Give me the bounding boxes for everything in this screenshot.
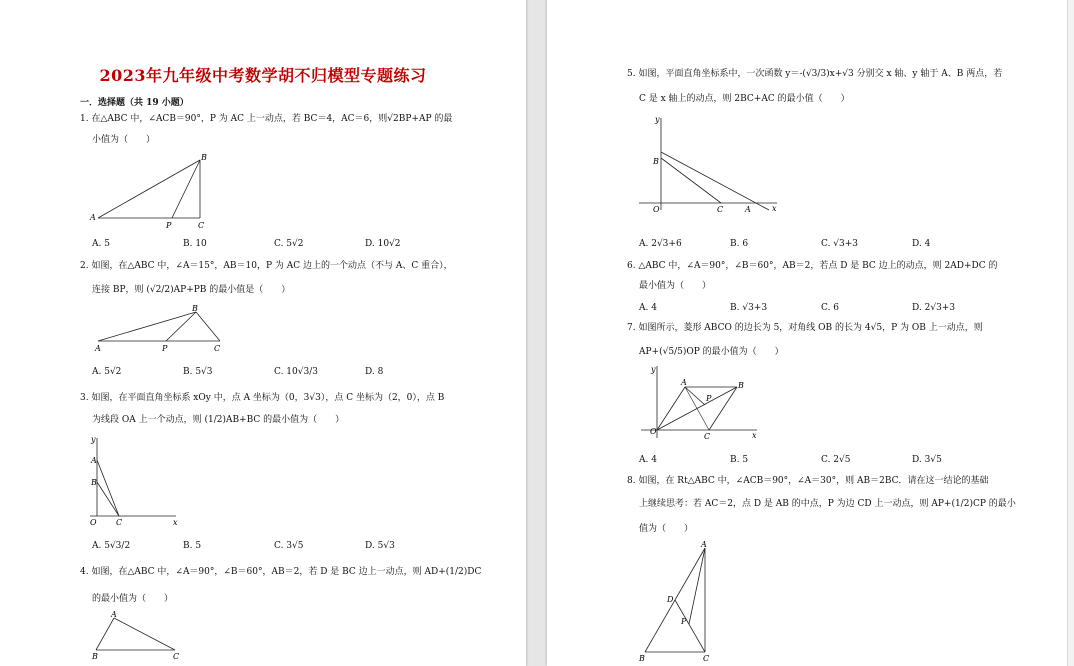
q4-label-a: A xyxy=(111,610,117,619)
q2-label-a: A xyxy=(95,344,101,353)
q3-label-b: B xyxy=(91,478,97,487)
q8-label-d: D xyxy=(667,595,674,604)
q5-text-line2: C 是 x 轴上的动点，则 2BC+AC 的最小值（ ） xyxy=(639,94,850,104)
q1-label-b: B xyxy=(201,153,207,162)
q7-seg-oa xyxy=(657,387,685,430)
section-heading: 一．选择题（共 19 小题） xyxy=(80,98,189,108)
q2-label-b: B xyxy=(192,304,198,313)
page-left xyxy=(0,0,526,666)
q1-label-c: C xyxy=(198,221,205,230)
q1-seg-ab xyxy=(98,160,200,218)
q3-text-line2: 为线段 OA 上一个动点，则 (1/2)AB+BC 的最小值为（ ） xyxy=(92,415,345,425)
q5-label-x: x xyxy=(772,204,777,213)
q3-choice-d: D. 5√3 xyxy=(365,541,395,551)
q5-label-o: O xyxy=(653,205,660,214)
q7-choice-a: A. 4 xyxy=(639,455,657,465)
q7-choice-d: D. 3√5 xyxy=(912,455,942,465)
q1-seg-bp xyxy=(172,160,200,218)
q4-seg-ab xyxy=(96,618,114,650)
q5-label-c: C xyxy=(717,205,724,214)
q7-seg-ap xyxy=(685,387,705,405)
q1-label-p: P xyxy=(166,221,172,230)
q3-seg-ac xyxy=(97,460,119,516)
q8-label-c: C xyxy=(703,654,710,663)
q6-choice-a: A. 4 xyxy=(639,303,657,313)
q3-figure xyxy=(88,432,188,532)
q5-text-line1: 5. 如图，平面直角坐标系中，一次函数 y＝-(√3/3)x+√3 分别交 x 轴、y 轴于 A、B 两点，若 xyxy=(627,69,1003,79)
q1-label-a: A xyxy=(90,213,96,222)
q4-figure xyxy=(90,610,190,666)
q1-choice-c: C. 5√2 xyxy=(274,239,304,249)
q1-choice-b: B. 10 xyxy=(183,239,207,249)
q1-choice-d: D. 10√2 xyxy=(365,239,401,249)
q3-label-x: x xyxy=(173,518,178,527)
q2-figure xyxy=(92,305,232,355)
q5-choice-a: A. 2√3+6 xyxy=(639,239,682,249)
q2-choice-c: C. 10√3/3 xyxy=(274,367,318,377)
q5-figure xyxy=(637,112,787,222)
q8-label-b: B xyxy=(639,654,645,663)
q2-label-c: C xyxy=(214,344,221,353)
q2-label-p: P xyxy=(162,344,168,353)
q5-choice-d: D. 4 xyxy=(912,239,931,249)
q1-choice-a: A. 5 xyxy=(92,239,110,249)
q5-label-b: B xyxy=(653,157,659,166)
q3-label-o: O xyxy=(90,518,97,527)
q7-label-y: y xyxy=(651,365,656,374)
q3-label-c: C xyxy=(116,518,123,527)
q7-label-c: C xyxy=(704,432,711,441)
q3-label-a: A xyxy=(91,456,97,465)
page-gutter xyxy=(526,0,527,666)
q8-text-line1: 8. 如图，在 Rt△ABC 中，∠ACB＝90°，∠A＝30°，则 AB＝2BC．请在这一结论的基础 xyxy=(627,476,989,486)
q5-label-a: A xyxy=(745,205,751,214)
q4-label-b: B xyxy=(92,652,98,661)
q2-text-line2: 连接 BP，则 (√2/2)AP+PB 的最小值是（ ） xyxy=(92,285,291,295)
q3-choice-a: A. 5√3/2 xyxy=(92,541,131,551)
q8-label-p: P xyxy=(681,617,687,626)
q7-text-line2: AP+(√5/5)OP 的最小值为（ ） xyxy=(639,347,784,357)
q6-choice-d: D. 2√3+3 xyxy=(912,303,956,313)
q1-text-line1: 1. 在△ABC 中，∠ACB＝90°，P 为 AC 上一动点，若 BC＝4，AC＝6，则√2BP+AP 的最 xyxy=(80,114,453,124)
q7-label-b: B xyxy=(738,381,744,390)
q5-choice-c: C. √3+3 xyxy=(821,239,859,249)
q1-text-line2: 小值为（ ） xyxy=(92,135,156,145)
page-right xyxy=(547,0,1067,666)
q3-choice-b: B. 5 xyxy=(183,541,202,551)
q7-text-line1: 7. 如图所示，菱形 ABCO 的边长为 5，对角线 OB 的长为 4√5，P 为 OB 上一动点，则 xyxy=(627,323,983,333)
q7-choice-c: C. 2√5 xyxy=(821,455,851,465)
q7-choice-b: B. 5 xyxy=(730,455,749,465)
q4-seg-ac xyxy=(114,618,175,650)
q7-figure xyxy=(637,362,767,442)
q2-seg-bc xyxy=(196,312,220,341)
q5-line-ab xyxy=(661,152,769,210)
q6-text-line2: 最小值为（ ） xyxy=(639,281,712,291)
document-title: 2023年九年级中考数学胡不归模型专题练习 xyxy=(99,66,427,85)
q5-choice-b: B. 6 xyxy=(730,239,749,249)
q4-text-line2: 的最小值为（ ） xyxy=(92,594,174,604)
q4-text-line1: 4. 如图，在△ABC 中，∠A＝90°，∠B＝60°，AB＝2，若 D 是 BC 边上一动点，则 AD+(1/2)DC xyxy=(80,567,482,577)
q8-label-a: A xyxy=(701,540,707,549)
q7-label-x: x xyxy=(752,431,757,440)
q2-choice-a: A. 5√2 xyxy=(92,367,122,377)
q6-text-line1: 6. △ABC 中，∠A＝90°，∠B＝60°，AB＝2，若点 D 是 BC 边上的动点，则 2AD+DC 的 xyxy=(627,261,998,271)
q3-label-y: y xyxy=(91,435,96,444)
q1-figure xyxy=(88,152,218,232)
q8-text-line3: 值为（ ） xyxy=(639,524,694,534)
q7-seg-bc xyxy=(709,387,737,430)
q7-label-o: O xyxy=(650,427,657,436)
q2-choice-b: B. 5√3 xyxy=(183,367,213,377)
q5-seg-bc xyxy=(661,158,721,203)
q4-label-c: C xyxy=(173,652,180,661)
q8-seg-ap xyxy=(689,548,705,624)
q6-choice-c: C. 6 xyxy=(821,303,840,313)
vertical-scrollbar[interactable] xyxy=(1067,0,1074,666)
q8-text-line2: 上继续思考：若 AC＝2，点 D 是 AB 的中点，P 为边 CD 上一动点，则 AP+(1/2)CP 的最小 xyxy=(639,499,1016,509)
q2-text-line1: 2. 如图，在△ABC 中，∠A＝15°，AB＝10，P 为 AC 边上的一个动点（不与 A、C 重合）， xyxy=(80,261,453,271)
q6-choice-b: B. √3+3 xyxy=(730,303,768,313)
q8-figure xyxy=(635,540,735,666)
q8-seg-dc xyxy=(675,600,705,652)
q5-label-y: y xyxy=(655,115,660,124)
q2-choice-d: D. 8 xyxy=(365,367,384,377)
q7-label-p: P xyxy=(706,394,712,403)
q3-text-line1: 3. 如图，在平面直角坐标系 xOy 中，点 A 坐标为（0，3√3），点 C 坐标为（2，0），点 B xyxy=(80,393,445,403)
q7-label-a: A xyxy=(681,378,687,387)
q3-choice-c: C. 3√5 xyxy=(274,541,304,551)
